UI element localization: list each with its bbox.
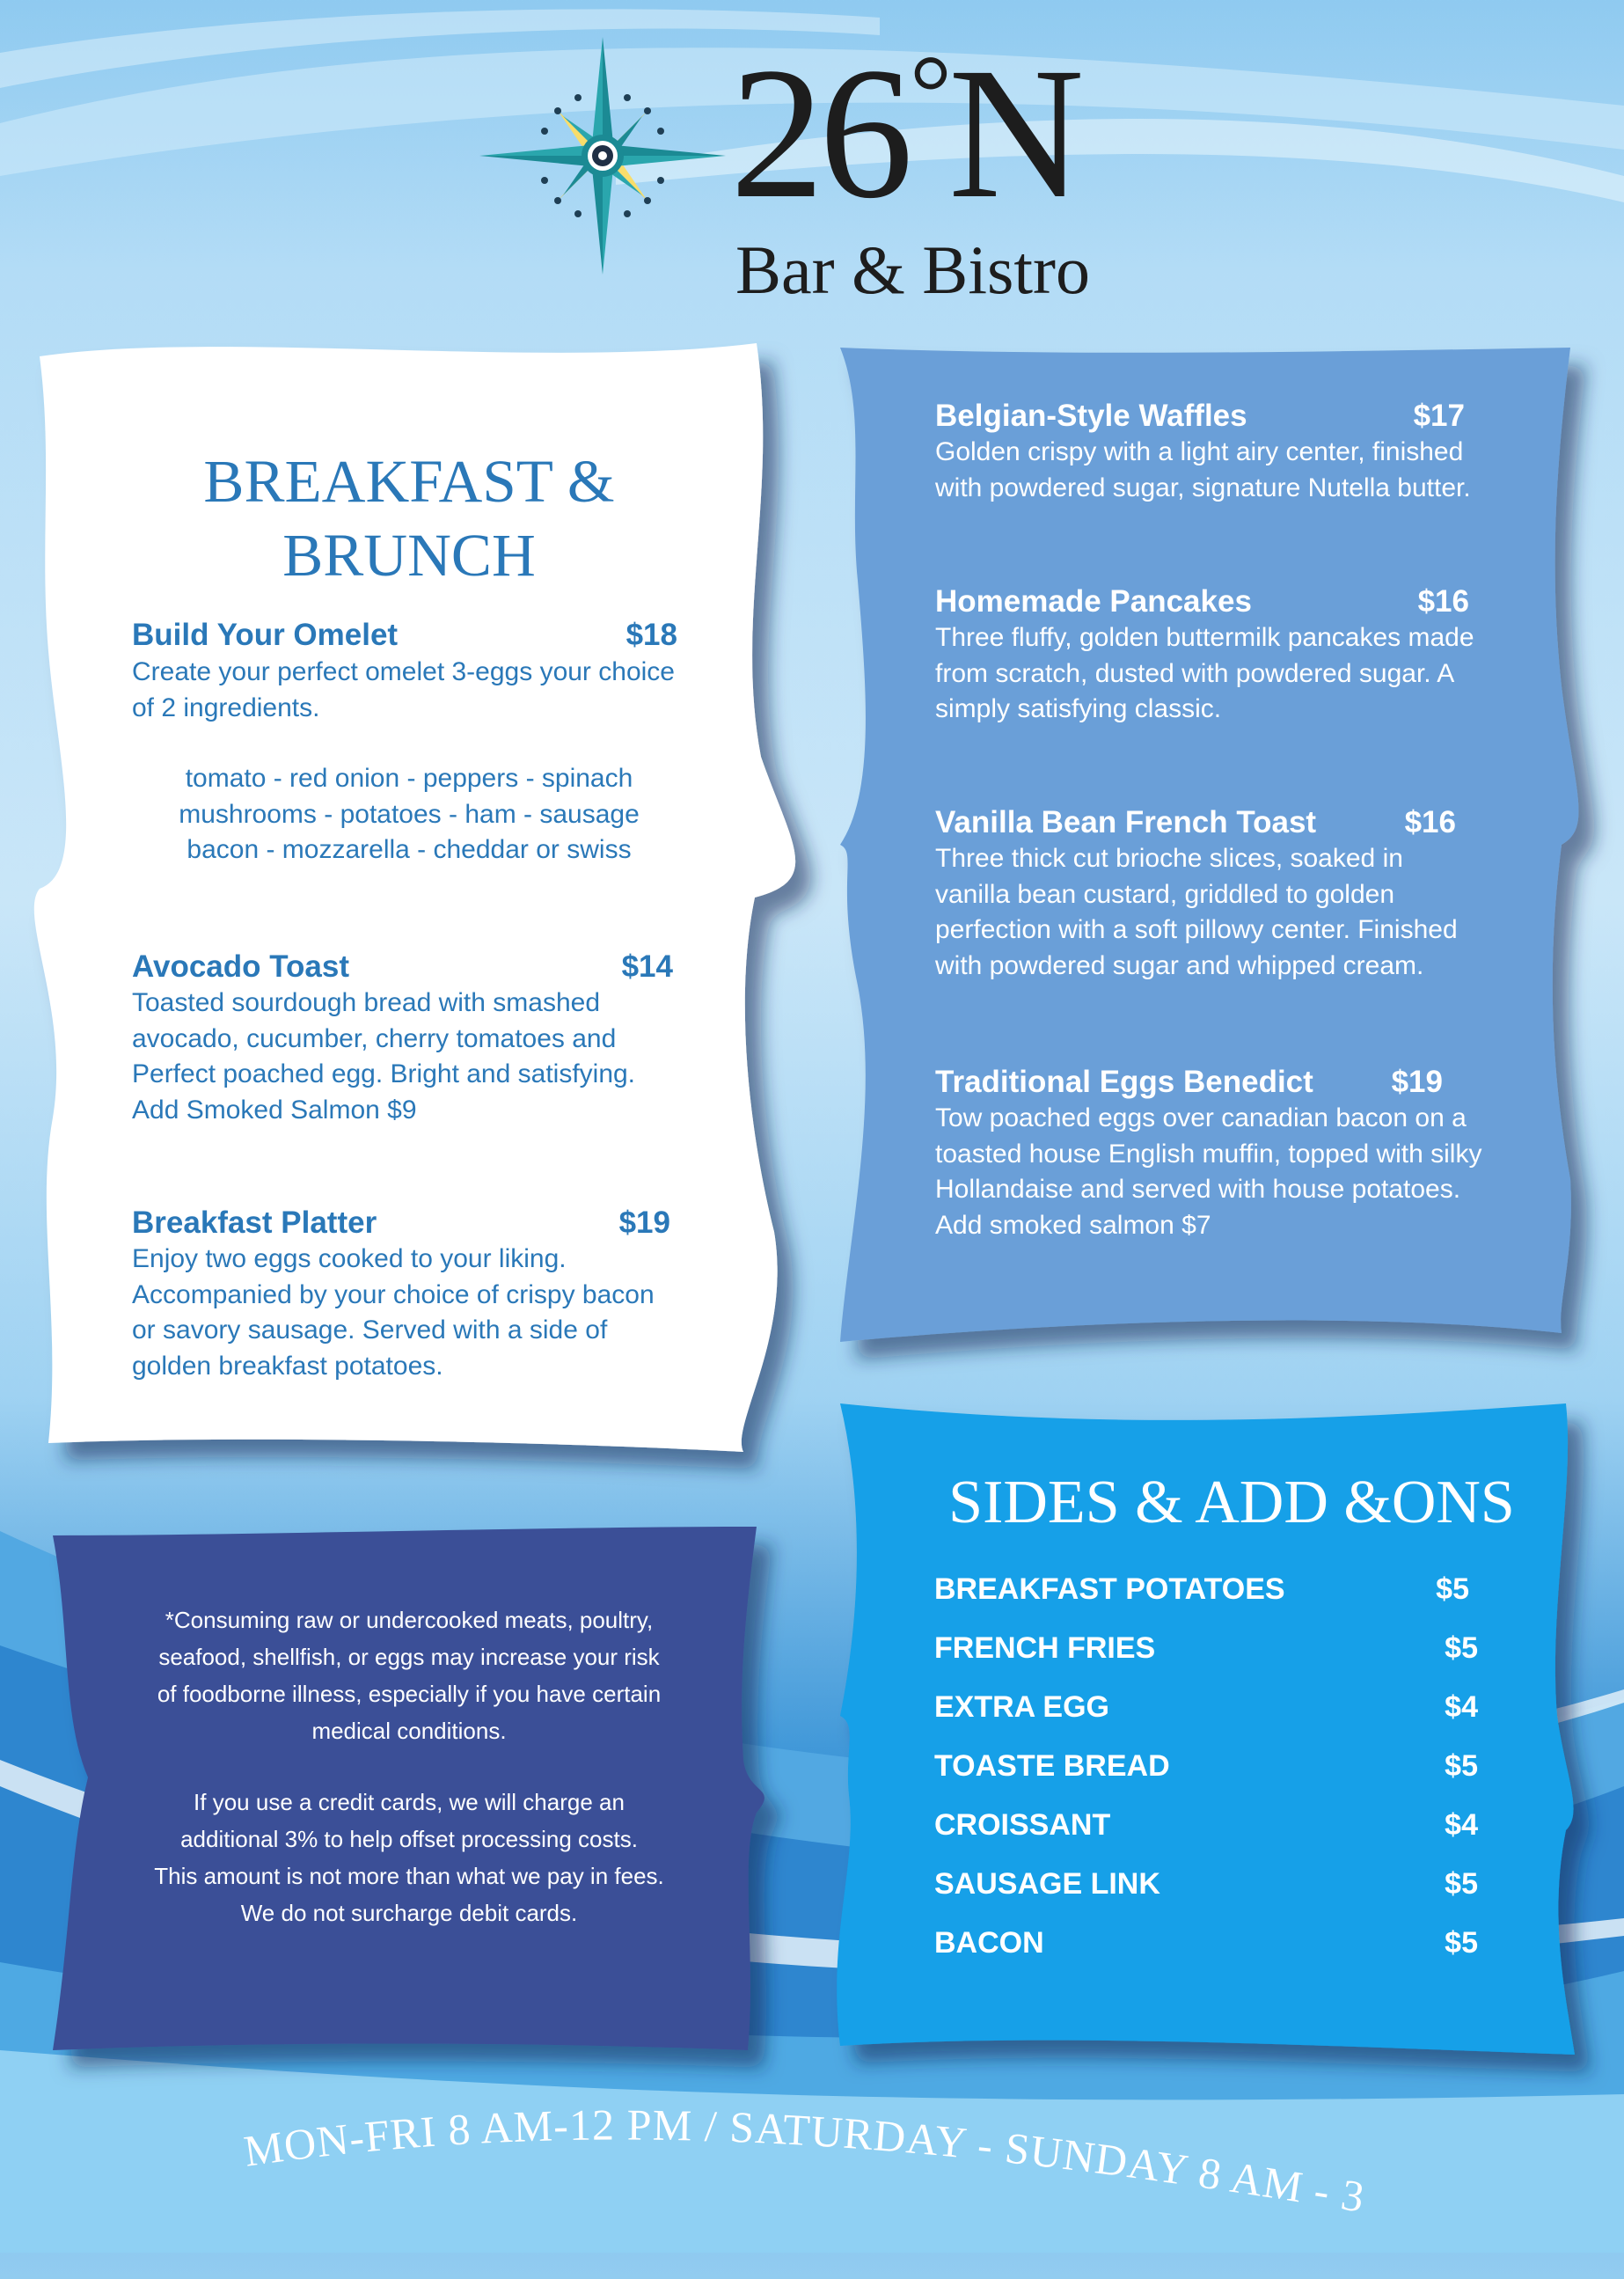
item-price: $19	[618, 1205, 670, 1240]
side-item-name: TOASTE BREAD	[934, 1749, 1170, 1783]
item-price: $16	[1404, 805, 1456, 839]
ingredient-line: mushrooms - potatoes - ham - sausage	[179, 799, 640, 829]
side-item-price: $5	[1445, 1749, 1478, 1783]
side-item-name: BREAKFAST POTATOES	[934, 1572, 1285, 1606]
side-item-name: FRENCH FRIES	[934, 1631, 1156, 1665]
item-price: $16	[1417, 584, 1469, 619]
side-item-name: SAUSAGE LINK	[934, 1867, 1160, 1901]
side-item-price: $5	[1445, 1631, 1478, 1665]
item-name: Build Your Omelet	[132, 618, 399, 652]
sides-heading: SIDES & ADD &ONS	[948, 1469, 1515, 1536]
side-item-name: EXTRA EGG	[934, 1690, 1109, 1724]
item-description: Three thick cut brioche slices, soaked in vanilla bean custard, griddled to golden perfection with a soft pillowy center. Finished with powdered sugar and whipped cream.	[935, 844, 1458, 980]
ingredient-line: bacon - mozzarella - cheddar or swiss	[187, 835, 632, 864]
item-description: Create your perfect omelet 3-eggs your choice of 2 ingredients.	[132, 657, 675, 722]
svg-text:MON-FRI 8 AM-12 PM / SATURDAY	[0, 2103, 1380, 2224]
side-item-name: CROISSANT	[934, 1808, 1111, 1842]
ingredient-line: tomato - red onion - peppers - spinach	[185, 764, 633, 793]
compass-rose-icon	[475, 19, 730, 301]
opening-hours-text: MON-FRI 8 AM-12 PM / SATURDAY - SUNDAY 8 AM - 3	[240, 2103, 1369, 2222]
item-description: Enjoy two eggs cooked to your liking. Accompanied by your choice of crispy bacon or savory sausage. Served with a side of golden breakfast potatoes.	[132, 1244, 655, 1381]
side-item-price: $5	[1445, 1867, 1478, 1901]
side-item-price: $5	[1445, 1926, 1478, 1960]
credit-card-surcharge-notice: If you use a credit cards, we will charge an additional 3% to help offset processing costs. This amount is not more than what we pay in fees. We do not surcharge debit cards.	[154, 1789, 664, 1926]
side-item-price: $5	[1436, 1572, 1469, 1606]
item-name: Belgian-Style Waffles	[935, 399, 1247, 433]
raw-food-disclaimer: *Consuming raw or undercooked meats, poultry, seafood, shellfish, or eggs may increase your risk of foodborne illness, especially if you have certain medical conditions.	[157, 1607, 662, 1744]
side-item-price: $4	[1445, 1808, 1478, 1842]
item-description: Tow poached eggs over canadian bacon on a toasted house English muffin, topped with silky Hollandaise and served with house potatoes. Add smoked salmon $7	[935, 1103, 1482, 1240]
brand-subtitle: Bar & Bistro	[735, 231, 1090, 308]
item-description: Golden crispy with a light airy center, finished with powdered sugar, signature Nutella butter.	[935, 437, 1471, 502]
item-name: Breakfast Platter	[132, 1205, 377, 1240]
item-name: Homemade Pancakes	[935, 584, 1252, 619]
side-item-price: $4	[1445, 1690, 1478, 1724]
brand-name: 26°N	[730, 29, 1079, 238]
item-name: Vanilla Bean French Toast	[935, 805, 1317, 839]
item-price: $14	[621, 949, 673, 984]
item-name: Avocado Toast	[132, 949, 349, 984]
item-name: Traditional Eggs Benedict	[935, 1065, 1313, 1099]
side-item-name: BACON	[934, 1926, 1044, 1960]
ingredient-list	[132, 761, 686, 868]
opening-hours	[0, 2103, 1624, 2279]
item-description: Toasted sourdough bread with smashed avocado, cucumber, cherry tomatoes and Perfect poached egg. Bright and satisfying. Add Smoked Salmon $9	[132, 988, 636, 1125]
item-price: $19	[1391, 1065, 1443, 1099]
item-price: $18	[625, 618, 677, 652]
item-description: Three fluffy, golden buttermilk pancakes made from scratch, dusted with powdered sugar. A simply satisfying classic.	[935, 623, 1474, 723]
item-price: $17	[1413, 399, 1465, 433]
breakfast-heading: BREAKFAST & BRUNCH	[203, 448, 615, 589]
